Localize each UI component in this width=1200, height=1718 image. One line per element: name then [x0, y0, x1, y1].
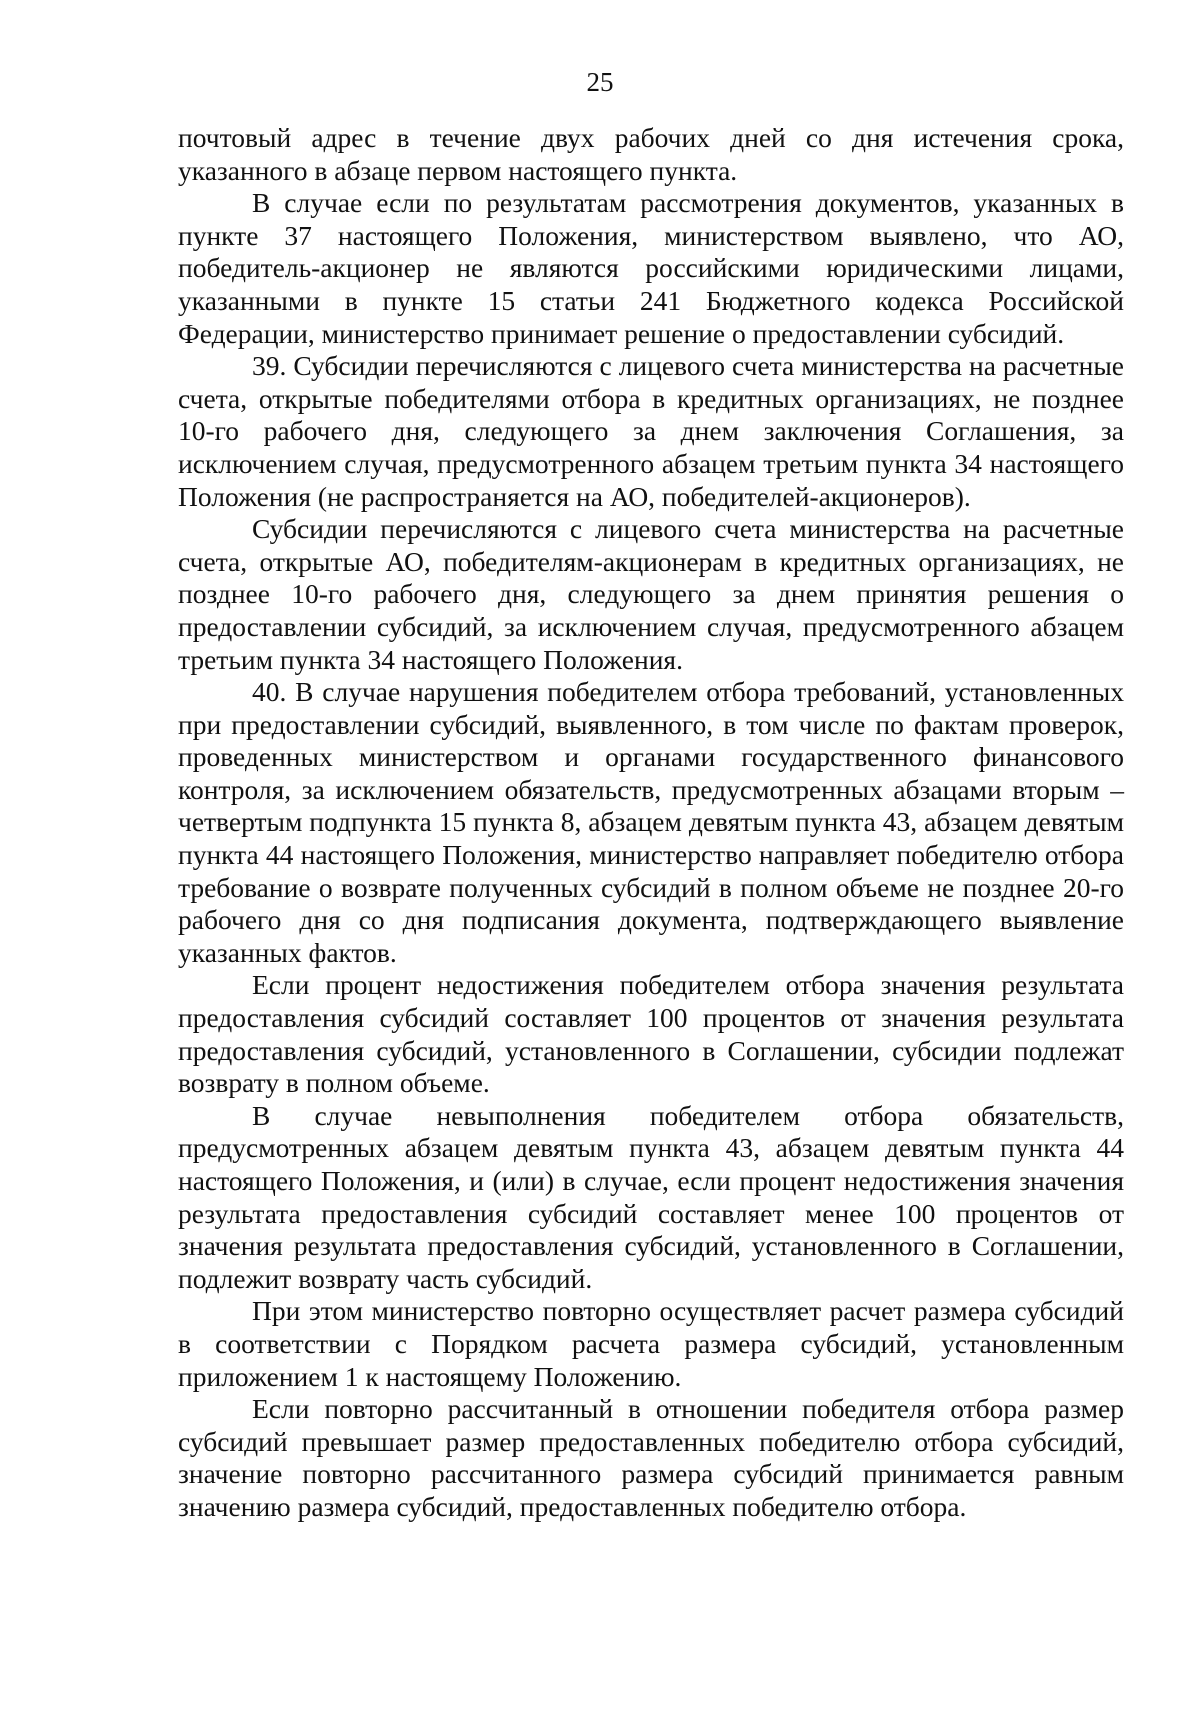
paragraph-item-40: 40. В случае нарушения победителем отбора требований, установленных при предоставлении субсидий, выявленного, в том числе по фактам проверок, проведенных министерством и органами государственного финансового контроля, за исключением обязательств, предусмотренных абзацами вторым – четвертым подпункта 15 пункта 8, абзацем девятым пункта 43, абзацем девятым пункта 44 настоящего Положения, министерство направляет победителю отбора требование о возврате полученных субсидий в полном объеме не позднее 20-го рабочего дня со дня подписания документа, подтверждающего выявление указанных фактов. — [178, 676, 1124, 968]
paragraph-item-39: 39. Субсидии перечисляются с лицевого счета министерства на расчетные счета, открытые победителями отбора в кредитных организациях, не позднее 10-го рабочего дня, следующего за днем заключения Соглашения, за исключением случая, предусмотренного абзацем третьим пункта 34 настоящего Положения (не распространяется на АО, победителей-акционеров). — [178, 350, 1124, 512]
paragraph: Если повторно рассчитанный в отношении победителя отбора размер субсидий превышает размер предоставленных победителю отбора субсидий, значение повторно рассчитанного размера субсидий принимается равным значению размера субсидий, предоставленных победителю отбора. — [178, 1393, 1124, 1522]
paragraph: Если процент недостижения победителем отбора значения результата предоставления субсидий составляет 100 процентов от значения результата предоставления субсидий, установленного в Соглашении, субсидии подлежат возврату в полном объеме. — [178, 969, 1124, 1099]
paragraph: Субсидии перечисляются с лицевого счета министерства на расчетные счета, открытые АО, победителям-акционерам в кредитных организациях, не позднее 10-го рабочего дня, следующего за днем принятия решения о предоставлении субсидий, за исключением случая, предусмотренного абзацем третьим пункта 34 настоящего Положения. — [178, 513, 1124, 675]
paragraph-continuation: почтовый адрес в течение двух рабочих дней со дня истечения срока, указанного в абзаце первом настоящего пункта. — [178, 122, 1124, 186]
page-number: 25 — [586, 67, 614, 97]
paragraph: При этом министерство повторно осуществляет расчет размера субсидий в соответствии с Порядком расчета размера субсидий, установленным приложением 1 к настоящему Положению. — [178, 1295, 1124, 1392]
paragraph: В случае если по результатам рассмотрения документов, указанных в пункте 37 настоящего Положения, министерством выявлено, что АО, победитель-акционер не являются российскими юридическими лицами, указанными в пункте 15 статьи 241 Бюджетного кодекса Российской Федерации, министерство принимает решение о предоставлении субсидий. — [178, 187, 1124, 349]
document-body — [178, 122, 1124, 1524]
paragraph: В случае невыполнения победителем отбора обязательств, предусмотренных абзацем девятым пункта 43, абзацем девятым пункта 44 настоящего Положения, и (или) в случае, если процент недостижения значения результата предоставления субсидий составляет менее 100 процентов от значения результата предоставления субсидий, установленного в Соглашении, подлежит возврату часть субсидий. — [178, 1099, 1124, 1294]
